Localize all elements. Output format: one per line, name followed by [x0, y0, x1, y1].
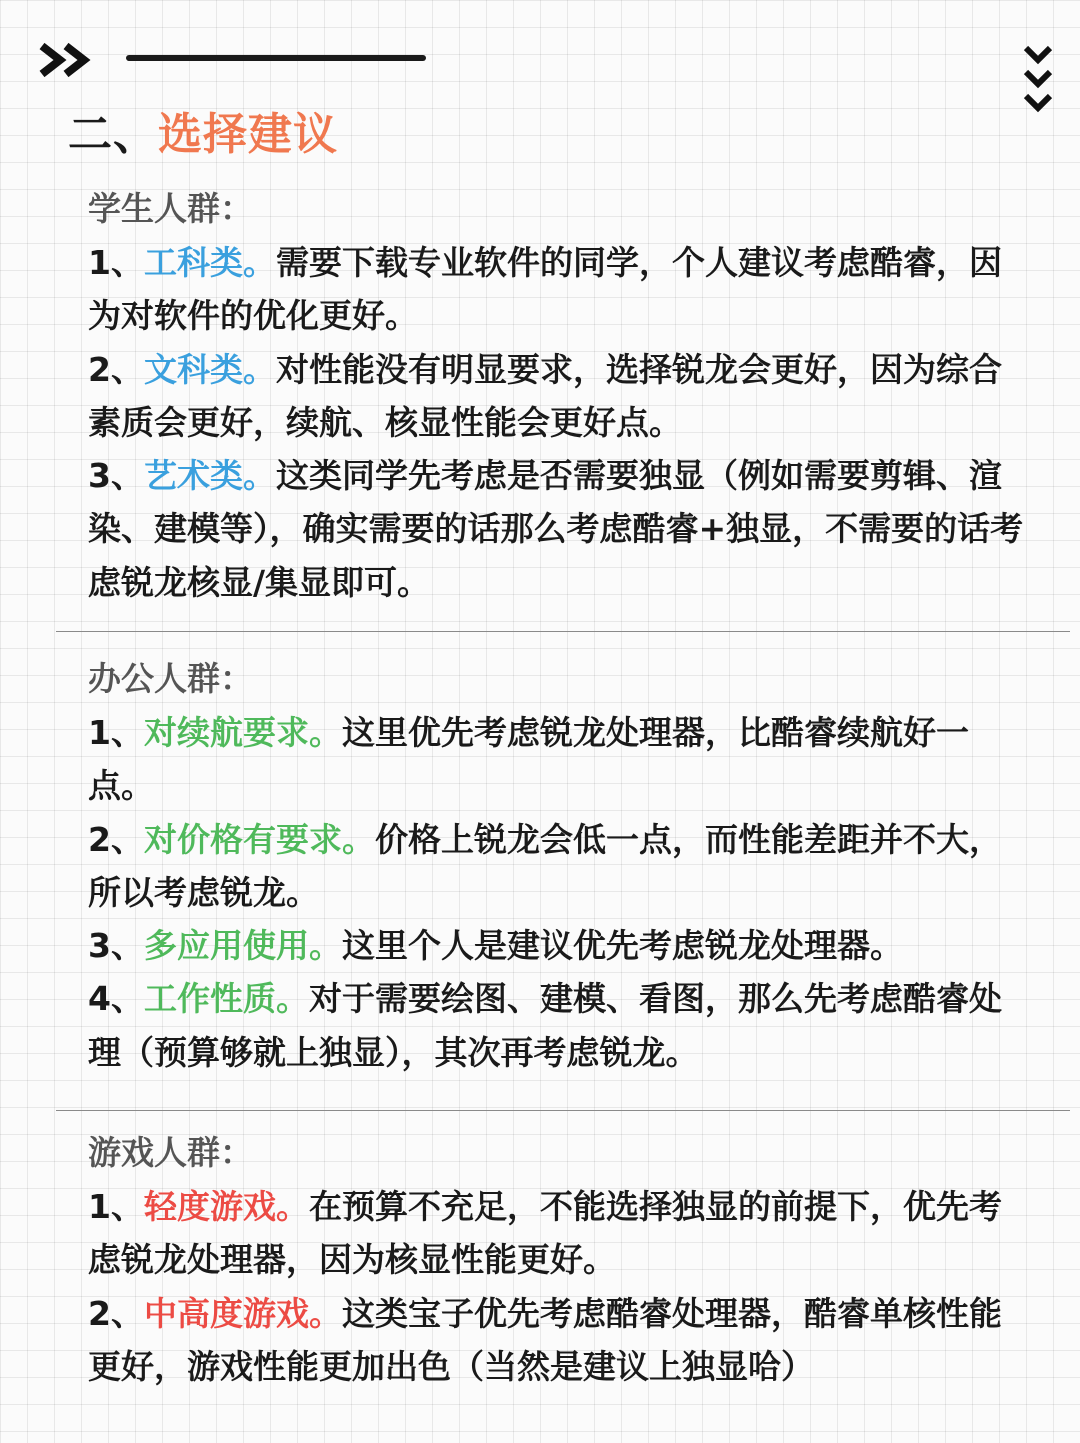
- list-item: [88, 919, 1028, 972]
- list-item: [88, 449, 1028, 609]
- item-number: 1、: [88, 243, 144, 282]
- item-number: 1、: [88, 1187, 144, 1226]
- item-keyword: 轻度游戏。: [143, 1187, 309, 1226]
- item-text: 对性能没有明显要求，选择锐龙会更好，因为综合素质会更好，续航、核显性能会更好点。: [88, 349, 1002, 442]
- title-accent: 选择建议: [158, 109, 338, 160]
- section-gaming: [88, 1126, 1028, 1393]
- item-number: 2、: [88, 1293, 144, 1333]
- page-title: [68, 98, 338, 162]
- header-rule: [126, 55, 426, 61]
- section-office: [88, 652, 1028, 1079]
- item-number: 2、: [88, 819, 144, 859]
- item-number: 3、: [88, 456, 144, 496]
- triple-chevron-down-icon: [1022, 44, 1054, 120]
- item-text: 价格上锐龙会低一点，而性能差距并不大，所以考虑锐龙。: [88, 819, 1002, 912]
- list-item: [88, 1287, 1028, 1394]
- section-heading: 办公人群：: [88, 659, 253, 698]
- item-number: 1、: [88, 713, 144, 752]
- item-text: 在预算不充足，不能选择独显的前提下，优先考虑锐龙处理器，因为核显性能更好。: [88, 1187, 1002, 1280]
- list-item: [88, 706, 1028, 813]
- list-item: [88, 972, 1028, 1079]
- section-divider: [56, 1110, 1070, 1111]
- item-number: 2、: [88, 349, 144, 389]
- item-keyword: 多应用使用。: [143, 926, 342, 966]
- item-text: 这里个人是建议优先考虑锐龙处理器。: [341, 926, 903, 966]
- item-keyword: 艺术类。: [143, 456, 276, 496]
- item-keyword: 对续航要求。: [143, 713, 342, 752]
- section-heading: 游戏人群：: [88, 1133, 253, 1172]
- section-divider: [56, 631, 1070, 632]
- item-keyword: 工作性质。: [143, 979, 309, 1019]
- item-number: 4、: [88, 979, 144, 1019]
- item-text: 对于需要绘图、建模、看图，那么先考虑酷睿处理（预算够就上独显），其次再考虑锐龙。: [88, 979, 1002, 1072]
- item-keyword: 对价格有要求。: [143, 819, 375, 859]
- list-item: [88, 236, 1028, 343]
- item-text: 需要下载专业软件的同学，个人建议考虑酷睿，因为对软件的优化更好。: [88, 243, 1002, 336]
- item-keyword: 工科类。: [143, 243, 276, 282]
- item-text: 这类宝子优先考虑酷睿处理器，酷睿单核性能更好，游戏性能更加出色（当然是建议上独显哈）: [88, 1293, 1002, 1386]
- double-chevron-right-icon: [38, 40, 94, 80]
- list-item: [88, 1180, 1028, 1287]
- item-number: 3、: [88, 926, 144, 966]
- item-text: 这里优先考虑锐龙处理器，比酷睿续航好一点。: [88, 713, 969, 806]
- list-item: [88, 343, 1028, 450]
- title-prefix: 二、: [68, 109, 158, 160]
- list-item: [88, 813, 1028, 920]
- section-students: [88, 182, 1028, 609]
- item-keyword: 中高度游戏。: [143, 1293, 342, 1333]
- section-heading: 学生人群：: [88, 189, 253, 228]
- item-keyword: 文科类。: [143, 349, 276, 389]
- item-text: 这类同学先考虑是否需要独显（例如需要剪辑、渲染、建模等），确实需要的话那么考虑酷睿+独显，不需要的话考虑锐龙核显/集显即可。: [88, 456, 1024, 602]
